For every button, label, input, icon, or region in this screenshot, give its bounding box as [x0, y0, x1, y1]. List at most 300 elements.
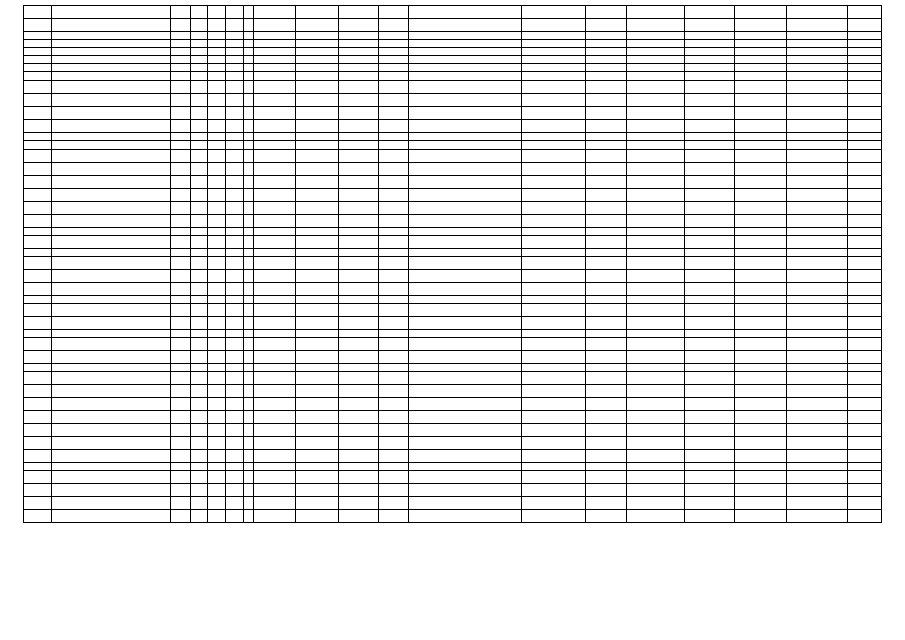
- table-cell: [253, 510, 295, 523]
- table-cell: [626, 385, 684, 398]
- table-cell: [24, 385, 52, 398]
- table-cell: [409, 189, 522, 202]
- table-cell: [191, 338, 208, 351]
- table-cell: [208, 450, 225, 463]
- table-cell: [225, 351, 243, 364]
- table-cell: [52, 72, 171, 81]
- table-cell: [171, 351, 191, 364]
- table-cell: [253, 133, 295, 141]
- table-cell: [626, 317, 684, 330]
- table-cell: [586, 497, 626, 510]
- table-cell: [171, 497, 191, 510]
- table-cell: [586, 471, 626, 484]
- table-cell: [225, 120, 243, 133]
- table-cell: [171, 120, 191, 133]
- table-cell: [52, 163, 171, 176]
- table-cell: [191, 471, 208, 484]
- table-cell: [847, 56, 881, 64]
- table-cell: [24, 228, 52, 236]
- table-cell: [409, 94, 522, 107]
- table-cell: [171, 6, 191, 19]
- table-cell: [24, 257, 52, 270]
- table-cell: [521, 133, 586, 141]
- table-cell: [171, 330, 191, 338]
- table-cell: [208, 120, 225, 133]
- table-cell: [52, 484, 171, 497]
- table-cell: [847, 107, 881, 120]
- table-cell: [847, 6, 881, 19]
- table-cell: [52, 141, 171, 150]
- subtotal-row: [24, 32, 882, 40]
- table-cell: [225, 215, 243, 228]
- table-cell: [24, 411, 52, 424]
- table-cell: [521, 19, 586, 32]
- table-cell: [409, 450, 522, 463]
- table-cell: [296, 228, 338, 236]
- table-cell: [586, 150, 626, 163]
- table-cell: [626, 120, 684, 133]
- table-cell: [847, 364, 881, 372]
- table-cell: [626, 236, 684, 249]
- table-cell: [208, 330, 225, 338]
- table-cell: [847, 411, 881, 424]
- table-cell: [787, 497, 847, 510]
- table-cell: [586, 296, 626, 304]
- table-cell: [243, 6, 253, 19]
- table-cell: [685, 64, 734, 72]
- table-cell: [409, 56, 522, 64]
- table-cell: [191, 215, 208, 228]
- table-row: [24, 471, 882, 484]
- table-cell: [734, 6, 786, 19]
- table-cell: [685, 304, 734, 317]
- table-cell: [409, 107, 522, 120]
- table-cell: [586, 133, 626, 141]
- table-cell: [191, 6, 208, 19]
- table-cell: [208, 236, 225, 249]
- table-cell: [24, 304, 52, 317]
- table-cell: [225, 437, 243, 450]
- table-cell: [586, 283, 626, 296]
- table-cell: [171, 317, 191, 330]
- table-cell: [847, 270, 881, 283]
- table-cell: [409, 120, 522, 133]
- table-cell: [208, 215, 225, 228]
- table-row: [24, 437, 882, 450]
- table-cell: [787, 484, 847, 497]
- table-cell: [24, 19, 52, 32]
- table-cell: [52, 215, 171, 228]
- table-cell: [685, 94, 734, 107]
- table-cell: [253, 257, 295, 270]
- table-cell: [787, 163, 847, 176]
- table-cell: [734, 72, 786, 81]
- table-cell: [52, 257, 171, 270]
- table-row: [24, 257, 882, 270]
- table-cell: [521, 364, 586, 372]
- table-cell: [847, 249, 881, 257]
- table-cell: [586, 330, 626, 338]
- table-cell: [685, 424, 734, 437]
- table-cell: [243, 385, 253, 398]
- table-cell: [296, 450, 338, 463]
- table-cell: [191, 163, 208, 176]
- table-cell: [787, 228, 847, 236]
- table-cell: [171, 304, 191, 317]
- table-cell: [253, 450, 295, 463]
- table-cell: [734, 317, 786, 330]
- table-cell: [847, 81, 881, 94]
- table-cell: [685, 411, 734, 424]
- table-cell: [338, 56, 378, 64]
- table-cell: [734, 372, 786, 385]
- table-cell: [253, 150, 295, 163]
- table-cell: [378, 372, 408, 385]
- table-cell: [171, 450, 191, 463]
- table-cell: [208, 510, 225, 523]
- table-cell: [171, 48, 191, 56]
- table-cell: [52, 463, 171, 471]
- table-cell: [586, 120, 626, 133]
- table-cell: [787, 450, 847, 463]
- table-cell: [521, 283, 586, 296]
- table-cell: [378, 463, 408, 471]
- table-cell: [243, 107, 253, 120]
- table-cell: [191, 450, 208, 463]
- table-cell: [787, 81, 847, 94]
- table-cell: [208, 257, 225, 270]
- table-cell: [787, 351, 847, 364]
- table-cell: [787, 64, 847, 72]
- table-cell: [338, 317, 378, 330]
- table-cell: [787, 189, 847, 202]
- table-cell: [171, 228, 191, 236]
- table-cell: [586, 189, 626, 202]
- table-cell: [787, 133, 847, 141]
- table-cell: [225, 338, 243, 351]
- table-cell: [296, 437, 338, 450]
- table-cell: [24, 133, 52, 141]
- table-cell: [225, 81, 243, 94]
- table-cell: [685, 283, 734, 296]
- table-cell: [243, 249, 253, 257]
- table-cell: [191, 270, 208, 283]
- table-cell: [586, 484, 626, 497]
- table-cell: [586, 385, 626, 398]
- table-cell: [296, 48, 338, 56]
- table-cell: [685, 133, 734, 141]
- table-cell: [787, 510, 847, 523]
- table-row: [24, 176, 882, 189]
- table-cell: [52, 270, 171, 283]
- table-cell: [787, 202, 847, 215]
- table-cell: [338, 236, 378, 249]
- table-cell: [243, 72, 253, 81]
- table-cell: [685, 437, 734, 450]
- table-cell: [243, 141, 253, 150]
- table-row: [24, 270, 882, 283]
- table-cell: [847, 176, 881, 189]
- table-cell: [296, 283, 338, 296]
- table-cell: [521, 64, 586, 72]
- table-cell: [243, 283, 253, 296]
- table-cell: [626, 40, 684, 48]
- table-cell: [338, 32, 378, 40]
- table-cell: [338, 372, 378, 385]
- table-cell: [847, 385, 881, 398]
- table-cell: [409, 64, 522, 72]
- table-cell: [378, 120, 408, 133]
- table-cell: [626, 437, 684, 450]
- table-cell: [586, 202, 626, 215]
- table-cell: [847, 351, 881, 364]
- table-cell: [296, 304, 338, 317]
- table-cell: [52, 120, 171, 133]
- table-cell: [685, 497, 734, 510]
- table-cell: [296, 236, 338, 249]
- table-cell: [171, 398, 191, 411]
- table-cell: [787, 437, 847, 450]
- table-cell: [586, 411, 626, 424]
- table-cell: [734, 94, 786, 107]
- table-cell: [191, 48, 208, 56]
- table-cell: [378, 398, 408, 411]
- table-cell: [409, 463, 522, 471]
- table-cell: [208, 437, 225, 450]
- table-cell: [52, 330, 171, 338]
- table-cell: [847, 257, 881, 270]
- table-cell: [296, 32, 338, 40]
- table-cell: [521, 497, 586, 510]
- table-cell: [253, 398, 295, 411]
- section-gap: [24, 141, 882, 150]
- table-cell: [243, 351, 253, 364]
- table-cell: [208, 364, 225, 372]
- table-cell: [787, 215, 847, 228]
- table-cell: [253, 236, 295, 249]
- table-cell: [734, 424, 786, 437]
- table-cell: [296, 317, 338, 330]
- table-cell: [734, 450, 786, 463]
- table-cell: [52, 228, 171, 236]
- table-cell: [225, 424, 243, 437]
- table-cell: [253, 385, 295, 398]
- table-cell: [521, 385, 586, 398]
- table-cell: [685, 202, 734, 215]
- table-cell: [734, 48, 786, 56]
- table-cell: [521, 484, 586, 497]
- table-cell: [787, 249, 847, 257]
- table-cell: [52, 372, 171, 385]
- table-cell: [243, 133, 253, 141]
- table-cell: [208, 304, 225, 317]
- table-cell: [24, 176, 52, 189]
- table-cell: [24, 484, 52, 497]
- table-cell: [52, 249, 171, 257]
- table-cell: [208, 40, 225, 48]
- table-cell: [208, 72, 225, 81]
- table-cell: [521, 304, 586, 317]
- table-cell: [52, 189, 171, 202]
- table-cell: [253, 338, 295, 351]
- table-cell: [521, 81, 586, 94]
- table-cell: [626, 450, 684, 463]
- table-cell: [787, 120, 847, 133]
- table-cell: [338, 471, 378, 484]
- table-cell: [626, 296, 684, 304]
- table-cell: [24, 48, 52, 56]
- table-cell: [787, 150, 847, 163]
- table-cell: [191, 411, 208, 424]
- table-cell: [24, 40, 52, 48]
- table-cell: [626, 56, 684, 64]
- table-cell: [787, 270, 847, 283]
- table-cell: [626, 176, 684, 189]
- table-cell: [191, 437, 208, 450]
- table-cell: [24, 398, 52, 411]
- table-cell: [243, 437, 253, 450]
- table-cell: [338, 411, 378, 424]
- table-cell: [626, 484, 684, 497]
- table-cell: [253, 32, 295, 40]
- table-cell: [409, 351, 522, 364]
- table-cell: [243, 120, 253, 133]
- table-cell: [787, 40, 847, 48]
- table-cell: [378, 150, 408, 163]
- table-cell: [378, 296, 408, 304]
- table-cell: [225, 257, 243, 270]
- table-cell: [521, 120, 586, 133]
- table-cell: [521, 317, 586, 330]
- table-cell: [685, 385, 734, 398]
- table-cell: [378, 283, 408, 296]
- table-cell: [734, 398, 786, 411]
- table-cell: [409, 304, 522, 317]
- table-cell: [52, 450, 171, 463]
- table-cell: [253, 163, 295, 176]
- table-cell: [243, 32, 253, 40]
- table-cell: [586, 338, 626, 351]
- table-cell: [296, 133, 338, 141]
- table-cell: [338, 283, 378, 296]
- table-row: [24, 372, 882, 385]
- table-cell: [225, 141, 243, 150]
- table-cell: [296, 497, 338, 510]
- table-cell: [378, 270, 408, 283]
- table-cell: [253, 351, 295, 364]
- table-cell: [409, 215, 522, 228]
- table-cell: [24, 94, 52, 107]
- table-cell: [586, 351, 626, 364]
- table-cell: [338, 249, 378, 257]
- table-row: [24, 215, 882, 228]
- table-cell: [24, 437, 52, 450]
- table-cell: [521, 510, 586, 523]
- table-cell: [243, 471, 253, 484]
- table-row: [24, 338, 882, 351]
- table-cell: [409, 283, 522, 296]
- table-cell: [253, 497, 295, 510]
- table-cell: [586, 304, 626, 317]
- table-cell: [52, 338, 171, 351]
- table-cell: [171, 437, 191, 450]
- table-cell: [521, 56, 586, 64]
- table-cell: [243, 176, 253, 189]
- table-cell: [586, 317, 626, 330]
- table-cell: [24, 64, 52, 72]
- table-cell: [24, 330, 52, 338]
- table-cell: [338, 176, 378, 189]
- table-cell: [626, 257, 684, 270]
- table-cell: [521, 72, 586, 81]
- table-cell: [378, 338, 408, 351]
- table-cell: [847, 338, 881, 351]
- table-cell: [338, 215, 378, 228]
- table-row: [24, 283, 882, 296]
- table-cell: [847, 64, 881, 72]
- table-cell: [296, 72, 338, 81]
- table-cell: [191, 189, 208, 202]
- table-cell: [685, 236, 734, 249]
- table-cell: [734, 189, 786, 202]
- table-cell: [225, 48, 243, 56]
- table-cell: [847, 484, 881, 497]
- section-gap: [24, 72, 882, 81]
- table-cell: [171, 364, 191, 372]
- table-cell: [787, 304, 847, 317]
- table-cell: [52, 317, 171, 330]
- table-cell: [378, 72, 408, 81]
- subtotal-row: [24, 296, 882, 304]
- table-cell: [24, 283, 52, 296]
- table-cell: [253, 40, 295, 48]
- table-cell: [409, 163, 522, 176]
- table-cell: [521, 176, 586, 189]
- table-cell: [171, 257, 191, 270]
- table-cell: [24, 150, 52, 163]
- table-cell: [409, 270, 522, 283]
- table-cell: [171, 202, 191, 215]
- table-cell: [24, 364, 52, 372]
- table-row: [24, 189, 882, 202]
- table-cell: [296, 81, 338, 94]
- table-cell: [253, 330, 295, 338]
- table-cell: [24, 471, 52, 484]
- table-cell: [171, 411, 191, 424]
- table-cell: [296, 510, 338, 523]
- table-cell: [171, 81, 191, 94]
- table-cell: [208, 317, 225, 330]
- table-cell: [253, 471, 295, 484]
- table-cell: [191, 32, 208, 40]
- table-cell: [243, 202, 253, 215]
- table-cell: [734, 107, 786, 120]
- table-cell: [787, 296, 847, 304]
- table-cell: [338, 364, 378, 372]
- table-cell: [24, 236, 52, 249]
- table-cell: [52, 437, 171, 450]
- table-cell: [52, 48, 171, 56]
- table-cell: [787, 372, 847, 385]
- table-cell: [685, 351, 734, 364]
- table-cell: [338, 40, 378, 48]
- table-cell: [626, 304, 684, 317]
- table-cell: [787, 72, 847, 81]
- table-cell: [296, 296, 338, 304]
- table-cell: [338, 385, 378, 398]
- table-cell: [685, 398, 734, 411]
- table-cell: [685, 463, 734, 471]
